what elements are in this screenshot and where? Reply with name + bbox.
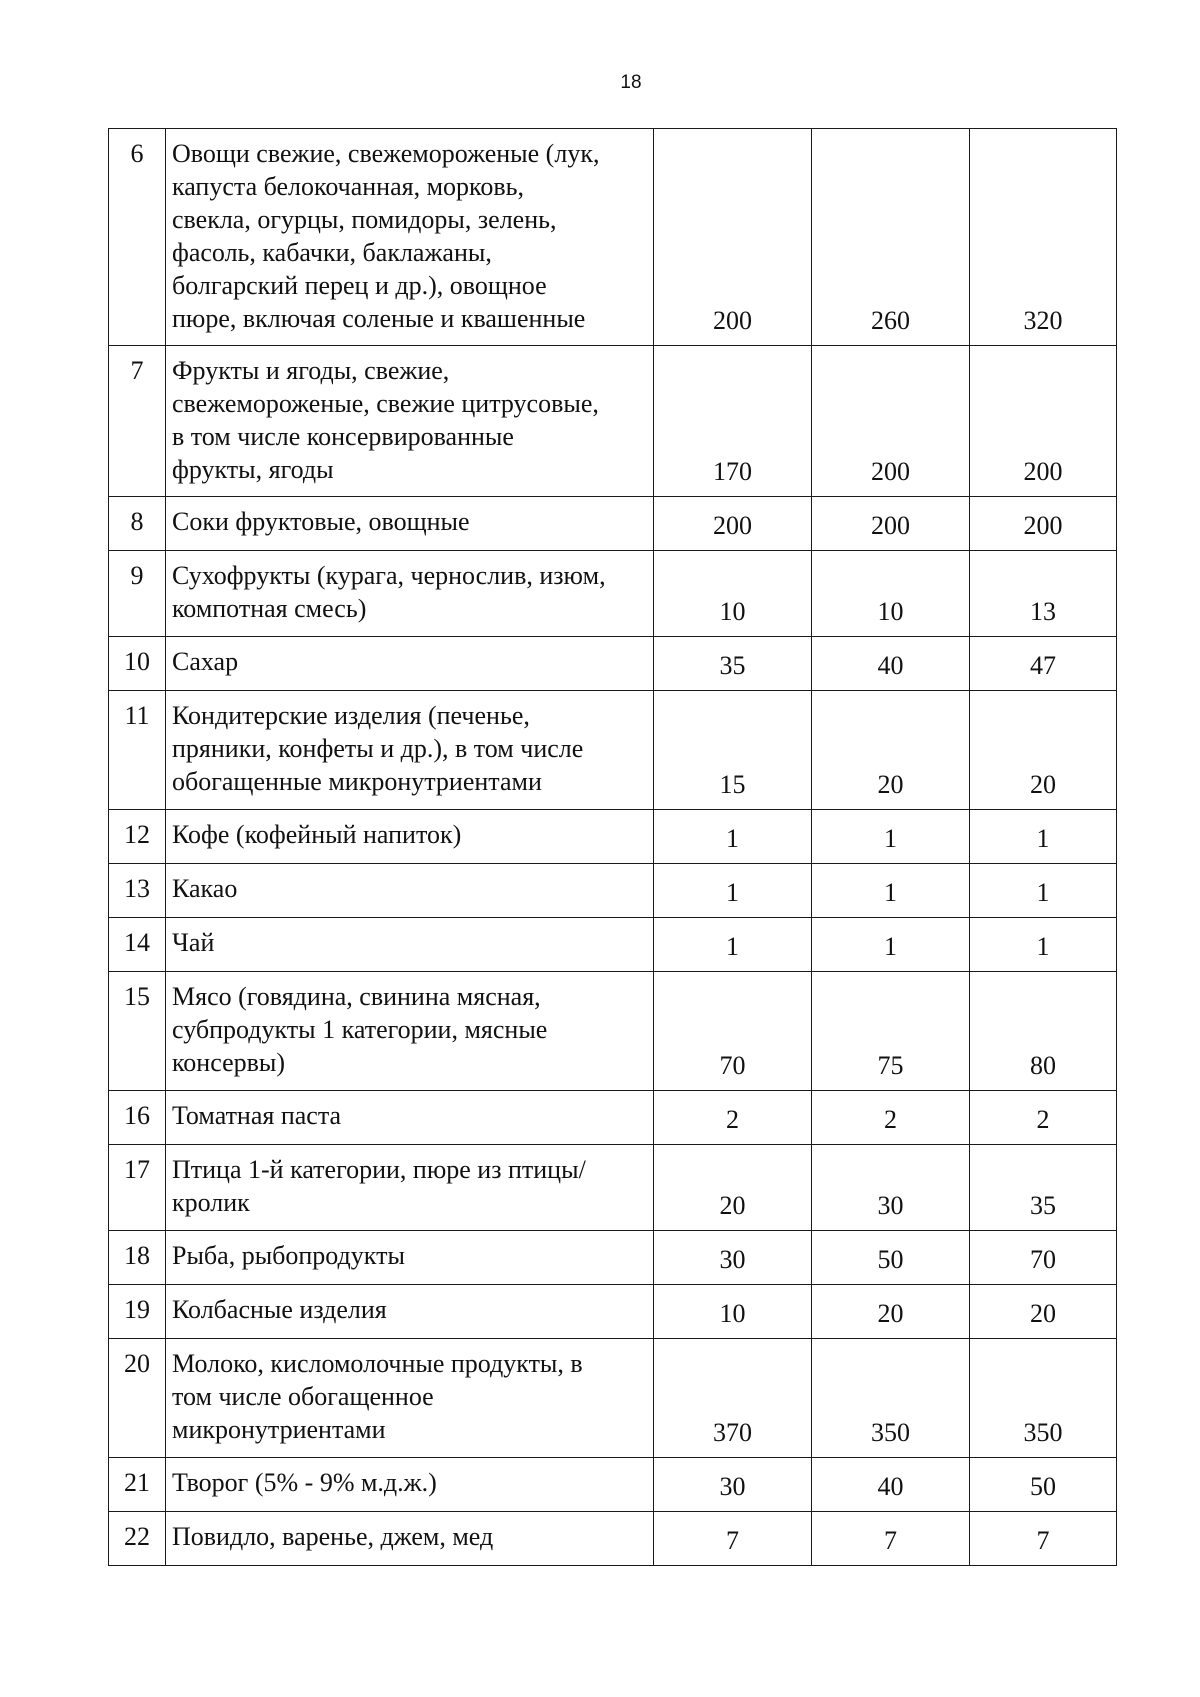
product-name (166, 637, 654, 691)
row-number: 18 (109, 1231, 166, 1285)
amount-col-2: 30 (812, 1145, 970, 1231)
product-name-line: кролик (172, 1188, 250, 1217)
product-name-line: Повидло, варенье, джем, мед (172, 1522, 494, 1551)
table-row (109, 1145, 1117, 1231)
product-name-line: пряники, конфеты и др.), в том числе (172, 734, 584, 763)
table-row (109, 1458, 1117, 1512)
amount-col-2: 200 (812, 497, 970, 551)
product-name (166, 1231, 654, 1285)
amount-col-3: 320 (970, 129, 1117, 346)
product-name-line: консервы) (172, 1048, 286, 1077)
amount-col-2: 20 (812, 691, 970, 810)
product-name-line: компотная смесь) (172, 594, 367, 623)
product-name-line: микронутриентами (172, 1415, 386, 1444)
product-name (166, 864, 654, 918)
amount-col-3: 80 (970, 972, 1117, 1091)
product-name-line: Фрукты и ягоды, свежие, (172, 356, 450, 385)
table-row (109, 1339, 1117, 1458)
amount-col-3: 200 (970, 497, 1117, 551)
table-body (109, 129, 1117, 1566)
amount-col-2: 260 (812, 129, 970, 346)
product-name-line: субпродукты 1 категории, мясные (172, 1015, 548, 1044)
amount-col-2: 350 (812, 1339, 970, 1458)
table-row (109, 1512, 1117, 1566)
amount-col-2: 50 (812, 1231, 970, 1285)
product-name-line: Колбасные изделия (172, 1295, 387, 1324)
product-name-line: свежемороженые, свежие цитрусовые, (172, 389, 599, 418)
amount-col-2: 20 (812, 1285, 970, 1339)
row-number: 6 (109, 129, 166, 346)
table-row (109, 637, 1117, 691)
amount-col-1: 10 (654, 551, 812, 637)
table-row (109, 810, 1117, 864)
amount-col-3: 13 (970, 551, 1117, 637)
amount-col-2: 200 (812, 346, 970, 497)
row-number: 20 (109, 1339, 166, 1458)
amount-col-1: 15 (654, 691, 812, 810)
amount-col-1: 35 (654, 637, 812, 691)
amount-col-2: 2 (812, 1091, 970, 1145)
row-number: 14 (109, 918, 166, 972)
row-number: 16 (109, 1091, 166, 1145)
page-number: 18 (620, 72, 642, 93)
amount-col-3: 35 (970, 1145, 1117, 1231)
table-row (109, 129, 1117, 346)
amount-col-2: 1 (812, 864, 970, 918)
product-name (166, 129, 654, 346)
product-name (166, 972, 654, 1091)
table-row (109, 1231, 1117, 1285)
product-name-line: Мясо (говядина, свинина мясная, (172, 982, 541, 1011)
amount-col-3: 2 (970, 1091, 1117, 1145)
row-number: 21 (109, 1458, 166, 1512)
product-name-line: Сахар (172, 647, 239, 676)
amount-col-3: 1 (970, 810, 1117, 864)
row-number: 17 (109, 1145, 166, 1231)
product-name (166, 1145, 654, 1231)
product-name-line: Томатная паста (172, 1101, 342, 1130)
table-row (109, 1285, 1117, 1339)
product-name-line: пюре, включая соленые и квашенные (172, 304, 586, 333)
product-name-line: Овощи свежие, свежемороженые (лук, (172, 139, 600, 168)
product-name-line: Чай (172, 928, 215, 957)
product-name-line: Молоко, кисломолочные продукты, в (172, 1349, 583, 1378)
row-number: 11 (109, 691, 166, 810)
amount-col-3: 1 (970, 864, 1117, 918)
row-number: 15 (109, 972, 166, 1091)
table-row (109, 1091, 1117, 1145)
product-name (166, 918, 654, 972)
row-number: 12 (109, 810, 166, 864)
product-name-line: болгарский перец и др.), овощное (172, 271, 547, 300)
product-name (166, 346, 654, 497)
table-row (109, 972, 1117, 1091)
product-name-line: Какао (172, 874, 238, 903)
row-number: 22 (109, 1512, 166, 1566)
product-name (166, 1458, 654, 1512)
product-name (166, 497, 654, 551)
amount-col-2: 1 (812, 918, 970, 972)
product-name-line: фасоль, кабачки, баклажаны, (172, 238, 492, 267)
row-number: 19 (109, 1285, 166, 1339)
product-name (166, 1091, 654, 1145)
amount-col-2: 10 (812, 551, 970, 637)
product-name (166, 1512, 654, 1566)
amount-col-2: 75 (812, 972, 970, 1091)
row-number: 7 (109, 346, 166, 497)
product-name-line: фрукты, ягоды (172, 455, 334, 484)
amount-col-2: 1 (812, 810, 970, 864)
amount-col-1: 2 (654, 1091, 812, 1145)
product-name-line: Кофе (кофейный напиток) (172, 820, 462, 849)
product-name-line: капуста белокочанная, морковь, (172, 172, 524, 201)
product-name-line: Соки фруктовые, овощные (172, 507, 470, 536)
table-row (109, 497, 1117, 551)
product-name-line: том числе обогащенное (172, 1382, 434, 1411)
product-name-line: Творог (5% - 9% м.д.ж.) (172, 1468, 437, 1497)
amount-col-1: 10 (654, 1285, 812, 1339)
table-row (109, 551, 1117, 637)
ration-table (108, 128, 1117, 1566)
amount-col-1: 20 (654, 1145, 812, 1231)
table-row (109, 864, 1117, 918)
table-row (109, 691, 1117, 810)
amount-col-1: 7 (654, 1512, 812, 1566)
product-name-line: Птица 1-й категории, пюре из птицы/ (172, 1155, 586, 1184)
row-number: 8 (109, 497, 166, 551)
product-name-line: Кондитерские изделия (печенье, (172, 701, 530, 730)
amount-col-1: 1 (654, 918, 812, 972)
product-name (166, 1339, 654, 1458)
amount-col-1: 1 (654, 810, 812, 864)
amount-col-1: 1 (654, 864, 812, 918)
amount-col-3: 50 (970, 1458, 1117, 1512)
product-name (166, 691, 654, 810)
product-name-line: Рыба, рыбопродукты (172, 1241, 405, 1270)
product-name (166, 810, 654, 864)
amount-col-1: 30 (654, 1231, 812, 1285)
amount-col-1: 200 (654, 497, 812, 551)
amount-col-2: 40 (812, 1458, 970, 1512)
amount-col-3: 350 (970, 1339, 1117, 1458)
amount-col-3: 20 (970, 691, 1117, 810)
amount-col-3: 7 (970, 1512, 1117, 1566)
amount-col-3: 1 (970, 918, 1117, 972)
row-number: 10 (109, 637, 166, 691)
row-number: 13 (109, 864, 166, 918)
product-name-line: Сухофрукты (курага, чернослив, изюм, (172, 561, 606, 590)
table-row (109, 918, 1117, 972)
table-row (109, 346, 1117, 497)
amount-col-1: 200 (654, 129, 812, 346)
amount-col-2: 40 (812, 637, 970, 691)
amount-col-1: 70 (654, 972, 812, 1091)
amount-col-3: 47 (970, 637, 1117, 691)
product-name (166, 551, 654, 637)
amount-col-1: 30 (654, 1458, 812, 1512)
product-name-line: свекла, огурцы, помидоры, зелень, (172, 205, 557, 234)
amount-col-3: 70 (970, 1231, 1117, 1285)
amount-col-3: 20 (970, 1285, 1117, 1339)
product-name (166, 1285, 654, 1339)
amount-col-1: 370 (654, 1339, 812, 1458)
product-name-line: в том числе консервированные (172, 422, 514, 451)
product-name-line: обогащенные микронутриентами (172, 767, 542, 796)
amount-col-1: 170 (654, 346, 812, 497)
amount-col-2: 7 (812, 1512, 970, 1566)
amount-col-3: 200 (970, 346, 1117, 497)
row-number: 9 (109, 551, 166, 637)
